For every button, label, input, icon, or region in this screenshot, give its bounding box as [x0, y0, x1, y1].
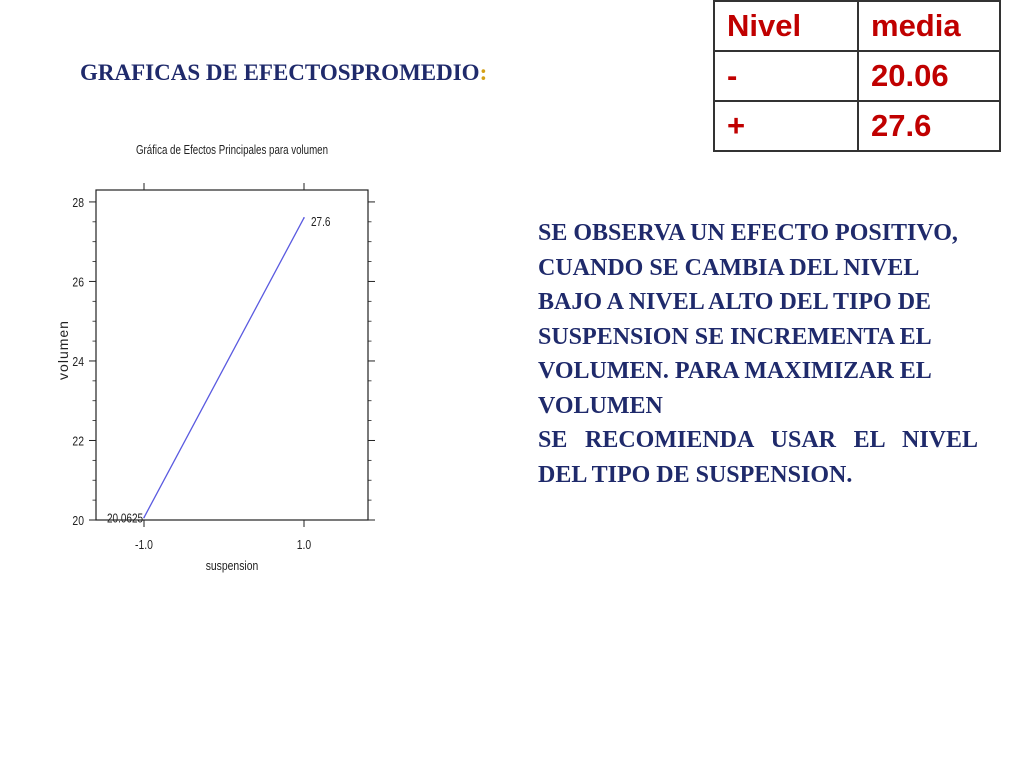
y-tick-label: 20	[72, 513, 84, 529]
table-cell: -	[714, 51, 858, 101]
data-point	[303, 217, 305, 219]
heading-text: GRAFICAS DE EFECTOSPROMEDIO	[80, 60, 480, 85]
y-tick-label: 24	[72, 354, 84, 370]
table-header-row	[714, 1, 1000, 51]
data-point	[143, 517, 145, 519]
table-cell: 27.6	[858, 101, 1000, 151]
x-axis-label: suspension	[205, 558, 259, 574]
main-effects-chart	[40, 128, 400, 588]
recommendation-paragraph: SE RECOMIENDA USAR EL NIVEL DEL TIPO DE SUSPENSION.	[538, 427, 978, 488]
series-main-effect	[107, 216, 330, 526]
x-tick-label: 1.0	[296, 537, 312, 553]
series-line	[144, 218, 304, 518]
table-header-cell: Nivel	[714, 1, 858, 51]
chart-title: Gráfica de Efectos Principales para volumen	[135, 143, 329, 158]
table-row	[714, 51, 1000, 101]
y-tick-label: 28	[72, 195, 84, 211]
y-tick-label: 26	[72, 275, 84, 290]
x-tick-label: -1.0	[135, 537, 153, 553]
level-means-table	[713, 0, 1001, 152]
heading-colon: :	[479, 60, 488, 85]
data-label: 27.6	[311, 215, 331, 230]
table-row	[714, 101, 1000, 151]
y-axis	[72, 196, 375, 528]
table-cell: +	[714, 101, 858, 151]
y-tick-label: 22	[72, 434, 84, 449]
data-label: 20.0625	[107, 512, 144, 526]
observation-paragraph: SE OBSERVA UN EFECTO POSITIVO, CUANDO SE CAMBIA DEL NIVEL BAJO A NIVEL ALTO DEL TIPO DE SUSPENSION SE INCREMENTA EL VOLUMEN. PARA MAXIMIZAR EL VOLUMEN	[538, 220, 958, 419]
observation-text	[538, 216, 978, 492]
plot-frame	[96, 190, 368, 520]
table-header-cell: media	[858, 1, 1000, 51]
table-cell: 20.06	[858, 51, 1000, 101]
y-axis-label: volumen	[55, 320, 71, 380]
section-heading	[80, 60, 487, 86]
chart-svg	[40, 128, 400, 588]
